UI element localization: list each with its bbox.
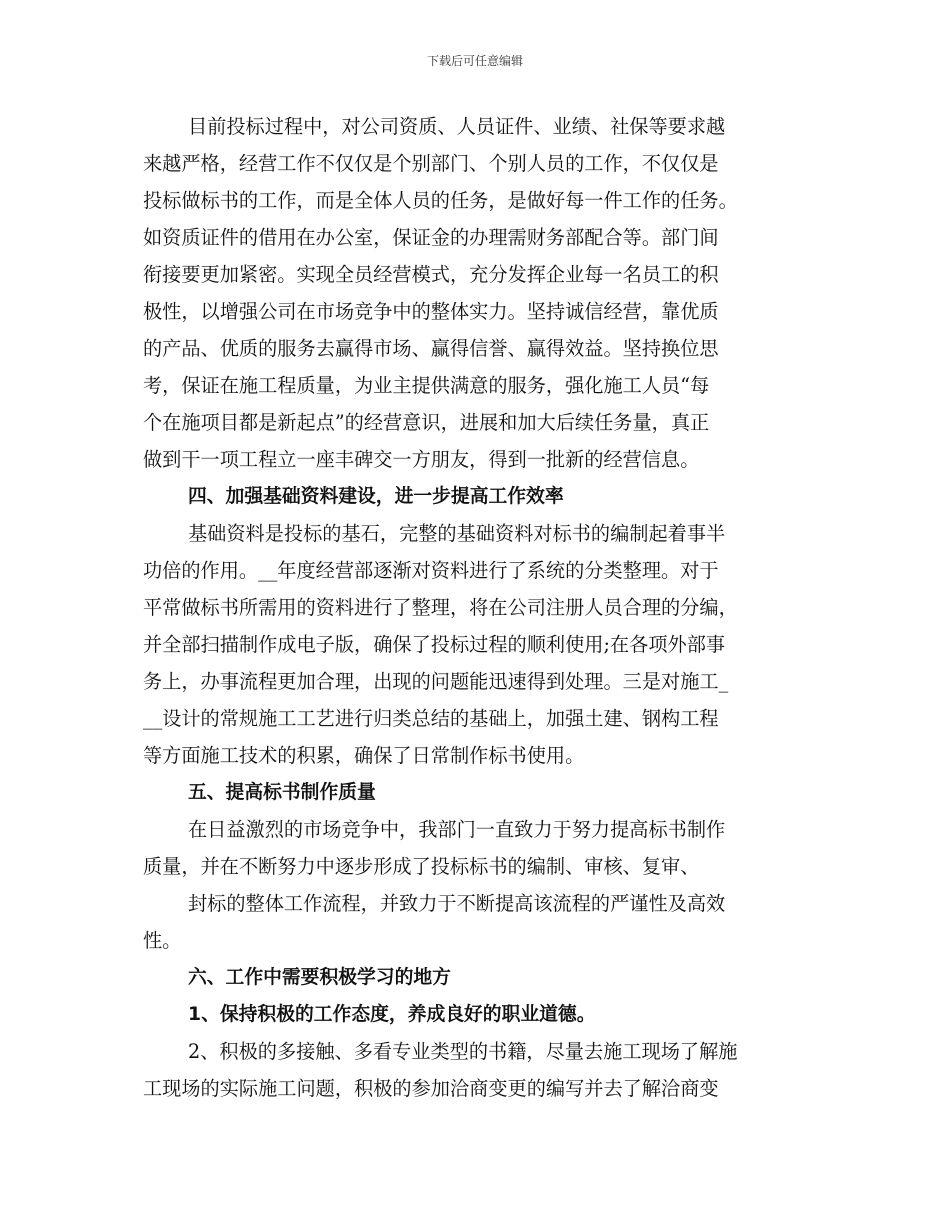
section-heading-4: 四、加强基础资料建设，进一步提高工作效率 [188, 486, 564, 507]
paragraph-line: 衔接要更加紧密。实现全员经营模式，充分发挥企业每一名员工的积 [143, 263, 719, 286]
paragraph-line: 如资质证件的借用在办公室，保证金的办理需财务部配合等。部门间 [143, 226, 719, 249]
paragraph-line: 基础资料是投标的基石，完整的基础资料对标书的编制起着事半 [188, 522, 726, 545]
paragraph-line: 考，保证在施工程质量，为业主提供满意的服务，强化施工人员“每 [143, 374, 710, 397]
paragraph-line: 工现场的实际施工问题，积极的参加洽商变更的编写并去了解洽商变 [143, 1077, 719, 1100]
paragraph-line: 2、积极的多接触、多看专业类型的书籍，尽量去施工现场了解施 [188, 1040, 738, 1063]
paragraph-line: 个在施项目都是新起点”的经营意识，进展和加大后续任务量，真正 [143, 411, 710, 434]
paragraph-line: 等方面施工技术的积累，确保了日常制作标书使用。 [143, 744, 585, 767]
paragraph-line: 功倍的作用。__年度经营部逐渐对资料进行了系统的分类整理。对于 [143, 559, 719, 582]
paragraph-line: 投标做标书的工作，而是全体人员的任务，是做好每一件工作的任务。 [143, 189, 738, 212]
paragraph-line: 性。 [143, 929, 182, 952]
subheading-1: 1、保持积极的工作态度，养成良好的职业道德。 [188, 1004, 596, 1025]
paragraph-line: 质量，并在不断努力中逐步形成了投标标书的编制、审核、复审、 [143, 855, 700, 878]
section-heading-5: 五、提高标书制作质量 [188, 782, 376, 803]
paragraph-line: 的产品、优质的服务去赢得市场、赢得信誉、赢得效益。坚持换位思 [143, 337, 719, 360]
paragraph-line: 在日益激烈的市场竞争中，我部门一直致力于努力提高标书制作 [188, 818, 726, 841]
document-body [143, 108, 808, 1107]
paragraph-line: 来越严格，经营工作不仅仅是个别部门、个别人员的工作，不仅仅是 [143, 152, 719, 175]
paragraph-line: 做到干一项工程立一座丰碑交一方朋友，得到一批新的经营信息。 [143, 448, 700, 471]
page-header: 下载后可任意编辑 [426, 54, 523, 68]
paragraph-line: 并全部扫描制作成电子版，确保了投标过程的顺利使用;在各项外部事 [143, 633, 726, 656]
paragraph-line: 务上，办事流程更加合理，出现的问题能迅速得到处理。三是对施工_ [143, 670, 729, 693]
paragraph-line: 平常做标书所需用的资料进行了整理，将在公司注册人员合理的分编， [143, 596, 738, 619]
paragraph-line: 目前投标过程中，对公司资质、人员证件、业绩、社保等要求越 [188, 115, 726, 138]
section-heading-6: 六、工作中需要积极学习的地方 [188, 967, 451, 988]
paragraph-line: 极性，以增强公司在市场竞争中的整体实力。坚持诚信经营，靠优质 [143, 300, 719, 323]
paragraph-line: __设计的常规施工工艺进行归类总结的基础上，加强土建、钢构工程 [143, 707, 719, 730]
paragraph-line: 封标的整体工作流程，并致力于不断提高该流程的严谨性及高效 [188, 892, 726, 915]
